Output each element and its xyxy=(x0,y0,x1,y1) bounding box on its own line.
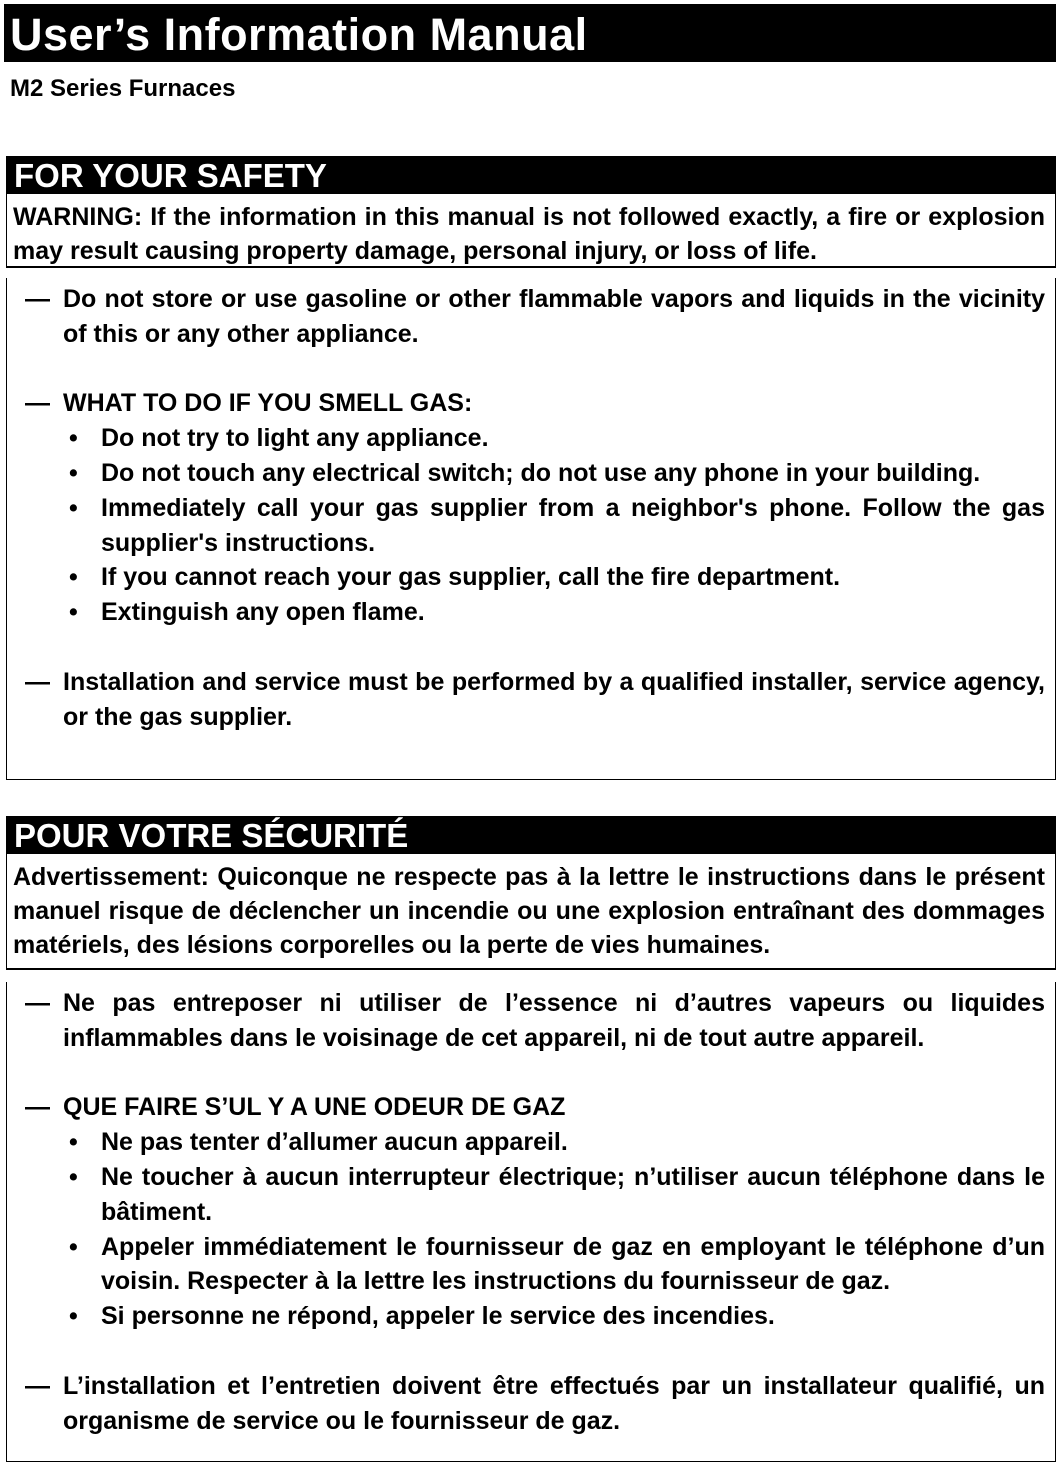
list-item xyxy=(13,1090,1045,1125)
bullet-item xyxy=(13,491,1045,561)
list-item-text: QUE FAIRE S’UL Y A UNE ODEUR DE GAZ xyxy=(63,1093,566,1122)
bullet-item xyxy=(13,1160,1045,1230)
warning-text-en: WARNING: If the information in this manual is not followed exactly, a fire or explosion may result causing property damage, personal injury, or loss of life. xyxy=(13,203,1045,265)
safety-heading-en xyxy=(6,156,1056,194)
safety-heading-fr xyxy=(6,816,1056,854)
bullet-marker: • xyxy=(69,1128,78,1157)
dash-marker: — xyxy=(25,389,50,418)
bullet-item xyxy=(13,1299,1045,1334)
dash-marker: — xyxy=(25,1093,50,1122)
bullet-text: Appeler immédiatement le fournisseur de gaz en employant le téléphone d’un voisin. Respecter à la lettre les instructions du fournisseur de gaz. xyxy=(101,1232,1045,1296)
list-item-text: Installation and service must be performed by a qualified installer, service agency, or the gas supplier. xyxy=(63,667,1045,731)
list-item xyxy=(13,986,1045,1056)
dash-marker: — xyxy=(25,1371,50,1400)
bullet-text: Do not try to light any appliance. xyxy=(101,424,489,453)
bullet-text: Do not touch any electrical switch; do not use any phone in your building. xyxy=(101,458,981,487)
bullet-item xyxy=(13,1230,1045,1300)
safety-heading-fr-text: POUR VOTRE SÉCURITÉ xyxy=(14,817,409,854)
bullet-text: Ne toucher à aucun interrupteur électrique; n’utiliser aucun téléphone dans le bâtiment. xyxy=(101,1162,1045,1226)
list-item-text: WHAT TO DO IF YOU SMELL GAS: xyxy=(63,389,473,418)
bullet-marker: • xyxy=(69,1162,78,1191)
list-item xyxy=(13,665,1045,735)
bullet-marker: • xyxy=(69,493,78,522)
bullet-item xyxy=(13,560,1045,595)
dash-marker: — xyxy=(25,989,50,1017)
bullet-marker: • xyxy=(69,598,78,627)
safety-list-en xyxy=(6,278,1056,780)
safety-list-fr xyxy=(6,982,1056,1462)
warning-text-fr: Advertissement: Quiconque ne respecte pas à la lettre le instructions dans le présent manuel risque de déclencher un incendie ou une explosion entraînant des dommages matériels, des lésions corporelles ou la perte de vies humaines. xyxy=(13,863,1045,959)
list-item xyxy=(13,1369,1045,1439)
bullet-marker: • xyxy=(69,1232,78,1261)
bullet-text: Immediately call your gas supplier from a neighbor's phone. Follow the gas supplier's instructions. xyxy=(101,493,1045,557)
bullet-item xyxy=(13,1125,1045,1160)
manual-title-bar xyxy=(4,4,1056,62)
bullet-item xyxy=(13,595,1045,630)
warning-box-en xyxy=(6,194,1056,268)
list-item-text: Ne pas entreposer ni utiliser de l’essence ni d’autres vapeurs ou liquides inflammables dans le voisinage de cet appareil, ni de tout autre appareil. xyxy=(63,989,1045,1052)
bullet-text: Si personne ne répond, appeler le service des incendies. xyxy=(101,1302,775,1331)
bullet-marker: • xyxy=(69,458,78,487)
safety-heading-en-text: FOR YOUR SAFETY xyxy=(14,157,327,194)
list-item xyxy=(13,386,1045,421)
bullet-marker: • xyxy=(69,563,78,592)
dash-marker: — xyxy=(25,667,50,696)
bullet-item xyxy=(13,421,1045,456)
list-item-text: L’installation et l’entretien doivent être effectués par un installateur qualifié, un organisme de service ou le fournisseur de gaz. xyxy=(63,1371,1045,1435)
bullet-text: If you cannot reach your gas supplier, call the fire department. xyxy=(101,563,841,592)
warning-box-fr xyxy=(6,854,1056,970)
list-item-text: Do not store or use gasoline or other flammable vapors and liquids in the vicinity of this or any other appliance. xyxy=(63,285,1045,348)
dash-marker: — xyxy=(25,285,50,313)
manual-title: User’s Information Manual xyxy=(10,9,588,60)
bullet-item xyxy=(13,456,1045,491)
bullet-marker: • xyxy=(69,1302,78,1331)
list-item xyxy=(13,282,1045,352)
bullet-text: Ne pas tenter d’allumer aucun appareil. xyxy=(101,1128,568,1157)
bullet-text: Extinguish any open flame. xyxy=(101,598,425,627)
bullet-marker: • xyxy=(69,424,78,453)
manual-subtitle: M2 Series Furnaces xyxy=(10,75,236,102)
